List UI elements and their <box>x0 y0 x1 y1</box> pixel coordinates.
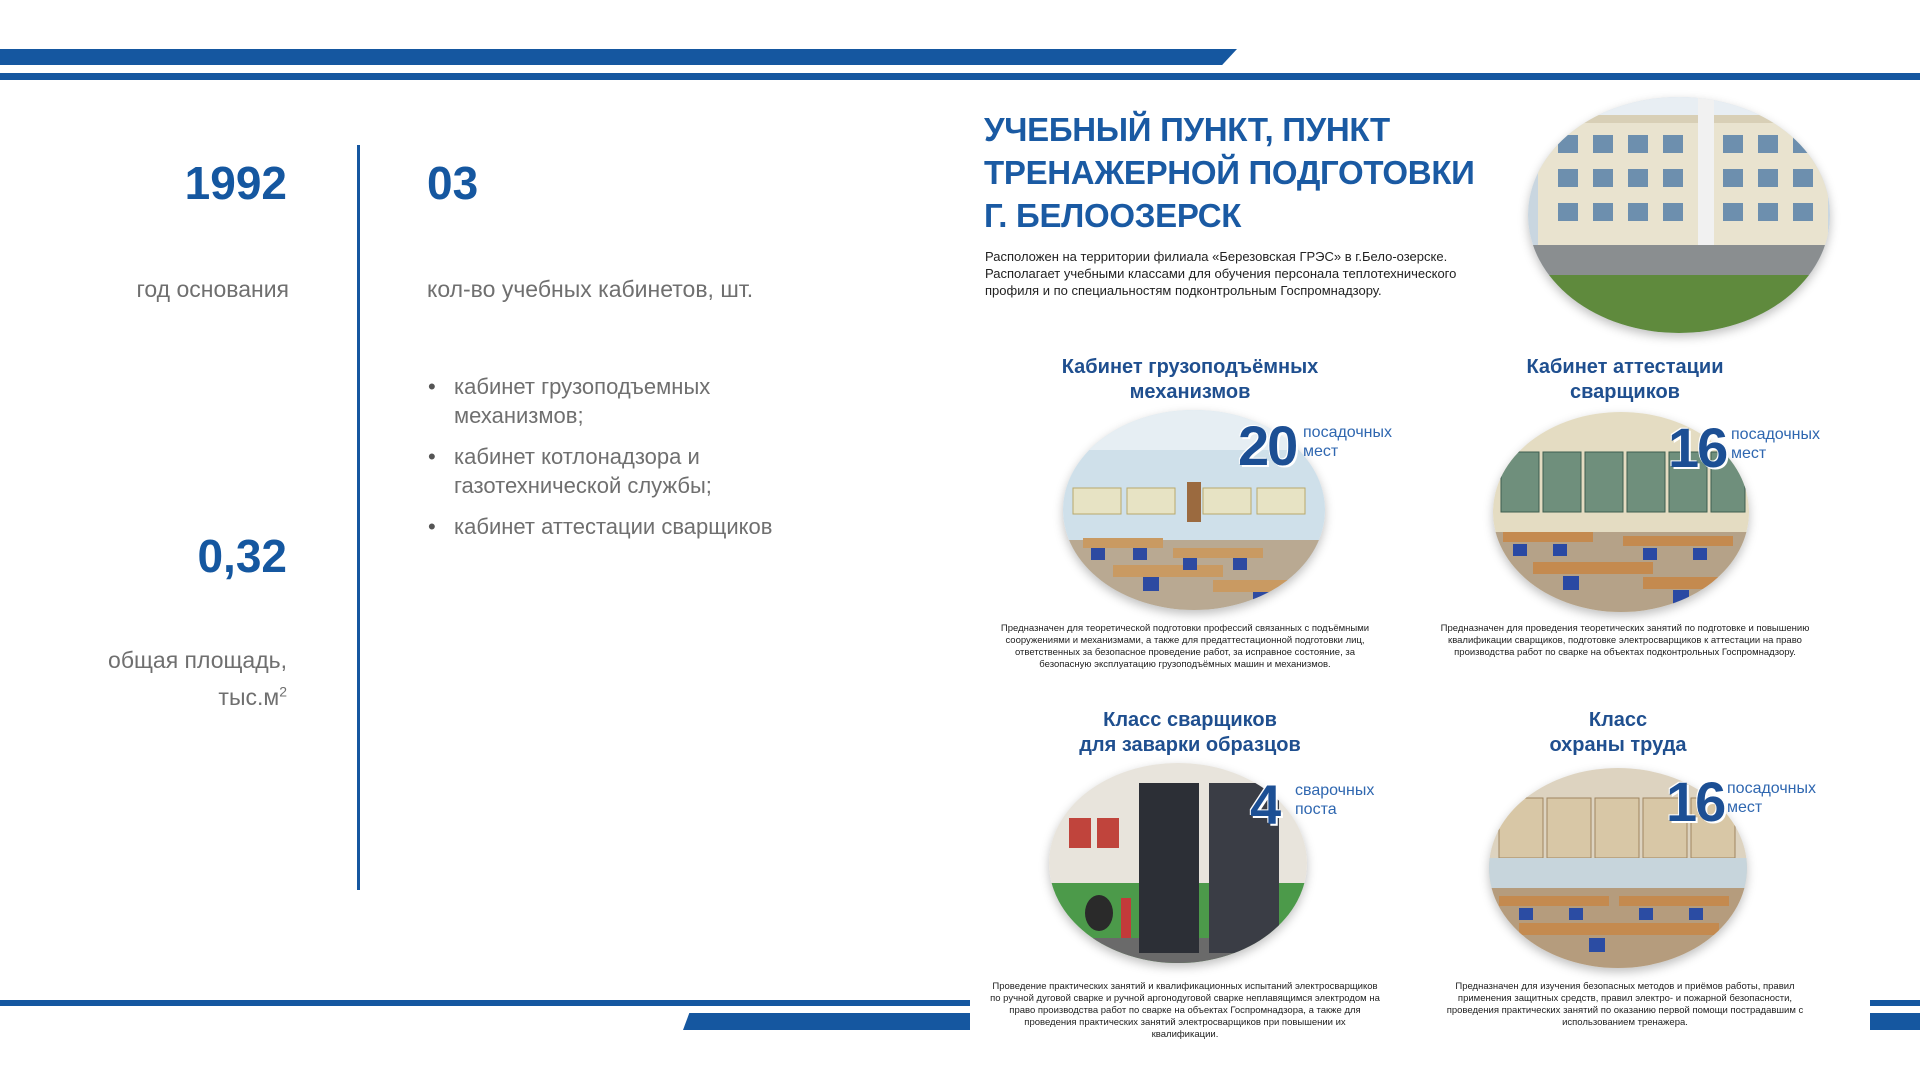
classrooms-count-value: 03 <box>427 157 479 209</box>
section-title <box>984 108 1484 237</box>
building-photo <box>1528 97 1830 333</box>
card-seats-unit-line: мест <box>1727 799 1763 816</box>
total-area-value: 0,32 <box>197 530 287 582</box>
card-title-welding-class <box>1030 708 1350 758</box>
card-description: Проведение практических занятий и квалификационных испытаний электросварщиков по ручной дуговой сварке и ручной аргонодуговой сварке неплавящимся электродом на право производства работ по сварке на объектах Госпромнадзора, а также для проведения практических занятий электросварщиков при повышении их квалификации. <box>990 981 1380 1040</box>
card-title-line: Кабинет аттестации <box>1526 356 1724 378</box>
card-title-line: сварщиков <box>1570 381 1680 403</box>
card-seats-unit-line: сварочных <box>1295 782 1375 799</box>
section-title-line: ТРЕНАЖЕРНОЙ ПОДГОТОВКИ <box>984 154 1475 191</box>
card-seats-unit <box>1295 781 1374 819</box>
card-seats-number: 16 <box>1666 770 1725 833</box>
card-seats-unit-line: мест <box>1303 443 1339 460</box>
list-item: • кабинет котлонадзора и газотехнической службы; <box>422 442 842 500</box>
card-seats-unit-line: мест <box>1731 445 1767 462</box>
bottom-decor-bar-thick <box>683 1013 970 1030</box>
total-area-unit: тыс.м <box>218 684 280 711</box>
card-seats-unit-line: посадочных <box>1727 780 1817 797</box>
bottom-right-decor-bar-thick <box>1870 1013 1920 1030</box>
total-area-label <box>60 645 287 713</box>
founded-year-label: год основания <box>136 276 289 302</box>
card-title-line: Класс <box>1588 709 1648 731</box>
card-title-line: для заварки образцов <box>1079 734 1301 756</box>
card-seats-unit <box>1303 423 1392 461</box>
card-seats-number: 20 <box>1238 414 1297 477</box>
card-title-line: Кабинет грузоподъёмных <box>1061 356 1319 378</box>
card-title-lifting <box>1030 355 1350 405</box>
total-area-label-line2 <box>60 682 287 713</box>
bottom-decor-bar-thin <box>0 1000 970 1006</box>
total-area-unit-sup: 2 <box>279 683 287 700</box>
section-title-line: УЧЕБНЫЙ ПУНКТ, ПУНКТ <box>984 111 1390 148</box>
total-area-label-line1: общая площадь, <box>108 647 287 673</box>
card-title-line: механизмов <box>1129 381 1251 403</box>
card-description: Предназначен для проведения теоретических занятий по подготовке и повышению квалификации сварщиков, подготовке электросварщиков к аттестации на право производства работ по сварке на объектах подконтрольных Госпромнадзору. <box>1440 623 1810 658</box>
card-seats-number: 4 <box>1250 773 1280 836</box>
top-decor-bar-thick <box>0 49 1237 65</box>
card-title-line: охраны труда <box>1549 734 1687 756</box>
card-title-welder-cert <box>1465 355 1785 405</box>
classrooms-list <box>422 372 842 553</box>
section-intro: Расположен на территории филиала «Березовская ГРЭС» в г.Бело-озерске. Располагает учебными классами для обучения персонала теплотехнического профиля и по специальностям подконтрольным Госпромнадзору. <box>985 249 1457 298</box>
card-seats-unit-line: поста <box>1295 801 1337 818</box>
card-seats-unit-line: посадочных <box>1731 426 1821 443</box>
column-divider <box>357 145 360 890</box>
bottom-right-decor-bar-thin <box>1870 1000 1920 1006</box>
card-seats-number: 16 <box>1668 416 1727 479</box>
section-title-line: Г. БЕЛООЗЕРСК <box>984 197 1242 234</box>
card-title-safety-class <box>1458 708 1778 758</box>
card-title-line: Класс сварщиков <box>1103 709 1277 731</box>
card-description: Предназначен для теоретической подготовки профессий связанных с подъёмными сооружениями и механизмами, а также для предаттестационной подготовки лиц, ответственных за безопасное проведение работ, за исправное состояние, за безопасную эксплуатацию грузоподъёмных машин и механизмов. <box>1000 623 1370 670</box>
classrooms-count-label: кол-во учебных кабинетов, шт. <box>427 276 754 302</box>
top-decor-bar-thin <box>0 73 1920 80</box>
card-seats-unit <box>1727 779 1816 817</box>
list-item: • кабинет грузоподъемных механизмов; <box>422 372 842 430</box>
card-description: Предназначен для изучения безопасных методов и приёмов работы, правил применения защитных средств, правил электро- и пожарной безопасности, проведения практических занятий по оказанию первой помощи пострадавшим с использованием тренажера. <box>1446 981 1804 1028</box>
card-seats-unit <box>1731 425 1820 463</box>
founded-year-value: 1992 <box>184 157 287 209</box>
list-item: • кабинет аттестации сварщиков <box>422 512 842 541</box>
card-seats-unit-line: посадочных <box>1303 424 1393 441</box>
